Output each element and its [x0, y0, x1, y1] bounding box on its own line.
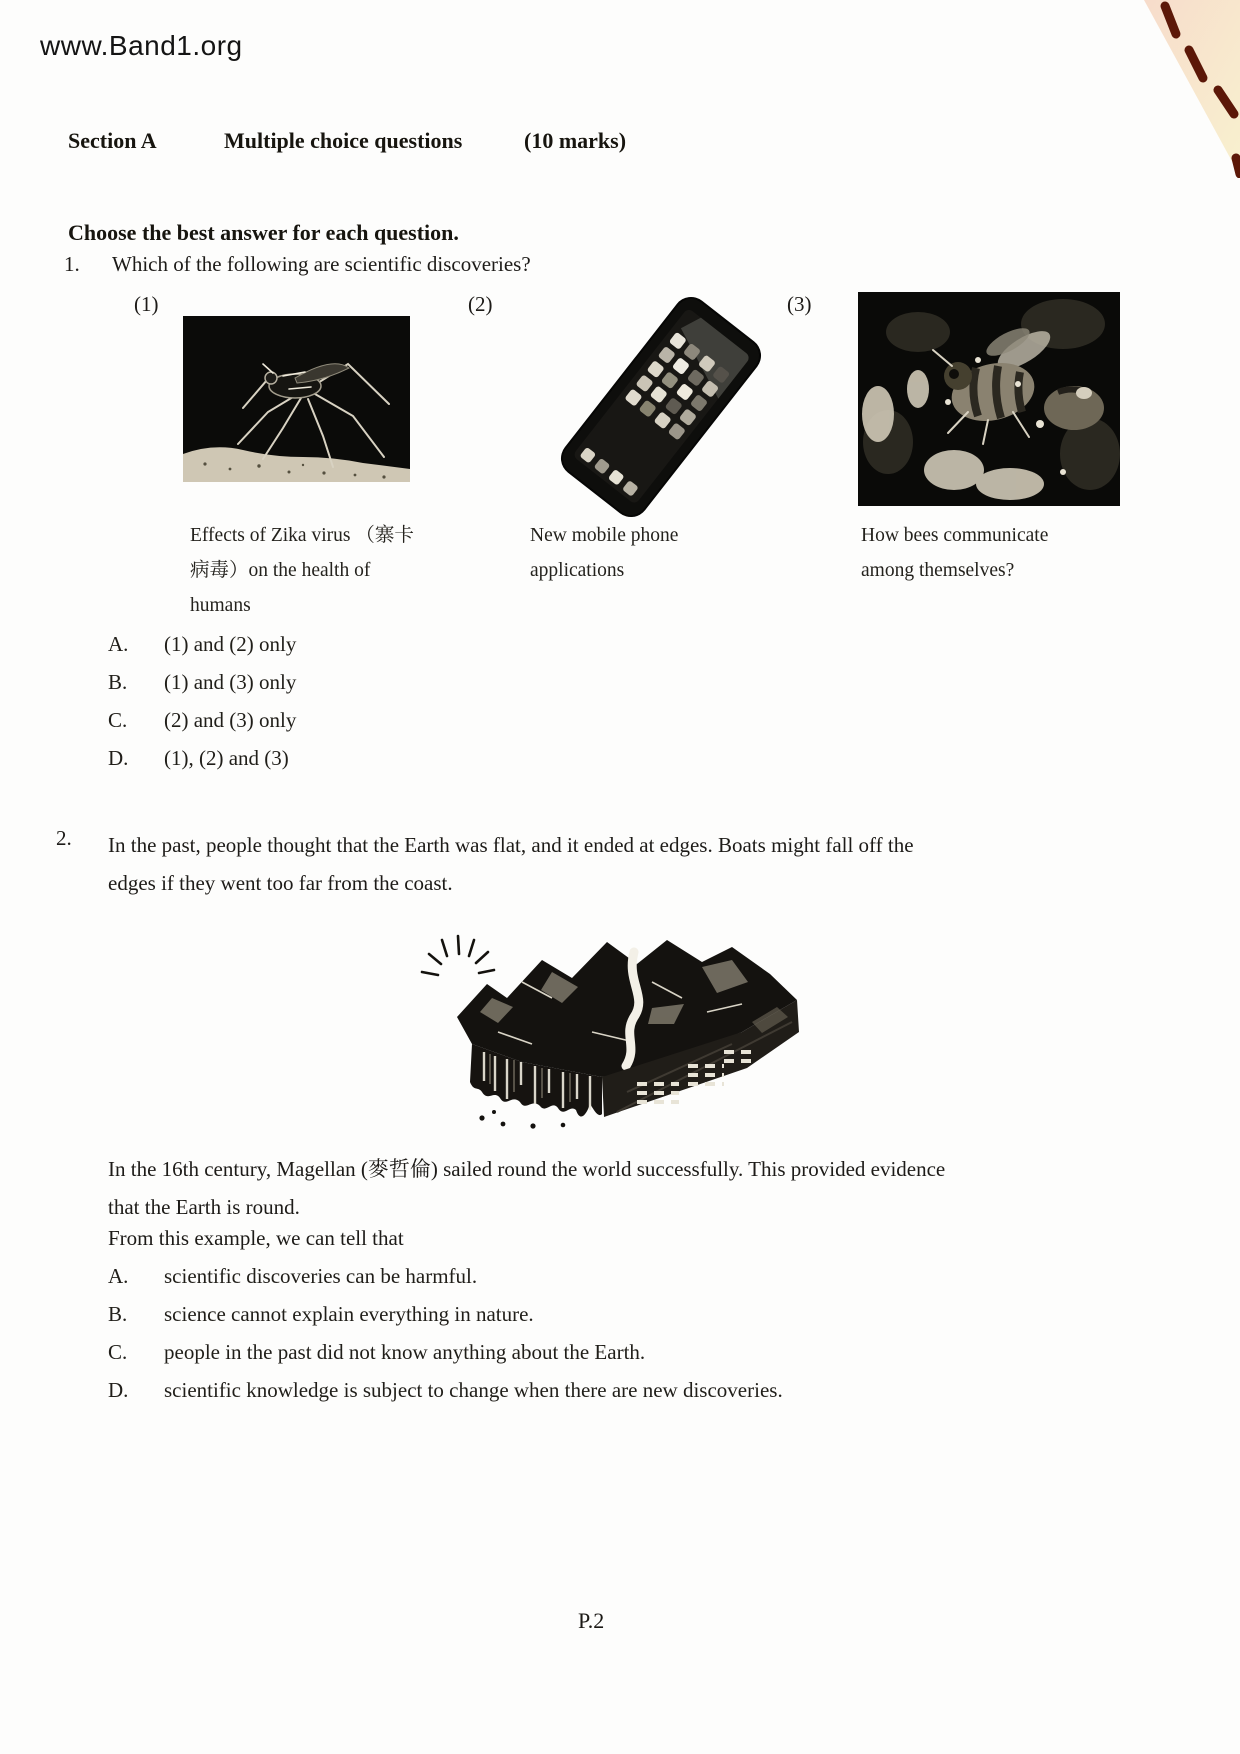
option-letter: A.	[108, 1264, 129, 1288]
q2-option-c	[108, 1340, 645, 1365]
q1-text: Which of the following are scientific discoveries?	[112, 252, 531, 276]
q1-option-a	[108, 632, 296, 657]
q1-item2-caption: New mobile phone applications	[530, 525, 679, 581]
option-text: (2) and (3) only	[164, 708, 297, 732]
app-dock-icons	[579, 447, 640, 498]
q1-item3-label: (3)	[787, 292, 812, 316]
option-letter: D.	[108, 746, 129, 770]
option-text: people in the past did not know anything about the Earth.	[164, 1340, 646, 1364]
option-letter: B.	[108, 670, 128, 694]
q1-option-b	[108, 670, 296, 695]
section-label: Section A	[68, 128, 157, 153]
q1-option-c	[108, 708, 296, 733]
q1-item2-label: (2)	[468, 292, 493, 316]
q2-number: 2.	[56, 826, 72, 850]
section-title: Multiple choice questions	[224, 128, 463, 153]
q2-body: In the 16th century, Magellan (麥哲倫) sailed round the world successfully. This provided evidence that the Earth is round.	[108, 1157, 946, 1219]
flat-earth-illustration	[402, 912, 802, 1135]
option-text: (1), (2) and (3)	[164, 746, 289, 770]
corner-page-decoration	[1140, 0, 1240, 178]
section-instruction: Choose the best answer for each question.	[68, 220, 459, 245]
q2-option-d	[108, 1378, 783, 1403]
q1-item1-caption: Effects of Zika virus （寨卡 病毒）on the health of humans	[190, 525, 414, 616]
q2-option-b	[108, 1302, 534, 1327]
q2-lead-in: From this example, we can tell that	[108, 1226, 404, 1250]
bees-photo	[858, 292, 1120, 506]
q1-number: 1.	[64, 252, 80, 276]
sun-rays	[422, 936, 494, 975]
option-text: scientific discoveries can be harmful.	[164, 1264, 478, 1288]
smartphone-screen	[572, 308, 751, 505]
q2-intro: In the past, people thought that the Earth was flat, and it ended at edges. Boats might fall off the edges if they went too far from the coast.	[108, 833, 914, 895]
q1-item1-label: (1)	[134, 292, 159, 316]
option-letter: A.	[108, 632, 129, 656]
option-text: science cannot explain everything in nature.	[164, 1302, 534, 1326]
option-text: (1) and (2) only	[164, 632, 297, 656]
watermark-url: www.Band1.org	[40, 30, 243, 61]
option-text: (1) and (3) only	[164, 670, 297, 694]
mosquito-photo	[183, 316, 410, 482]
q1-item3-caption: How bees communicate among themselves?	[861, 525, 1049, 581]
q2-option-a	[108, 1264, 477, 1289]
option-text: scientific knowledge is subject to change when there are new discoveries.	[164, 1378, 783, 1402]
section-marks: (10 marks)	[524, 128, 627, 153]
option-letter: C.	[108, 1340, 128, 1364]
page-number: P.2	[578, 1608, 605, 1633]
option-letter: D.	[108, 1378, 129, 1402]
smartphone-photo	[557, 293, 766, 522]
option-letter: C.	[108, 708, 128, 732]
q1-option-d	[108, 746, 289, 771]
water-drips	[479, 1110, 565, 1129]
option-letter: B.	[108, 1302, 128, 1326]
